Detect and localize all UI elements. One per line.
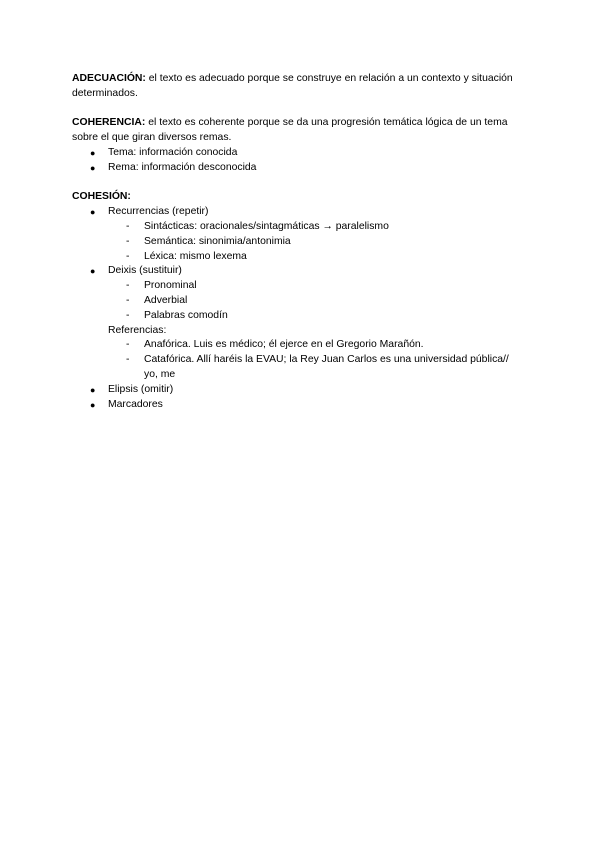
dash-icon: - (126, 250, 130, 262)
coherencia-section (72, 116, 520, 175)
dash-icon: - (126, 235, 130, 247)
coherencia-heading: COHERENCIA: (72, 117, 146, 129)
list-item-text: Recurrencias (repetir) (108, 206, 209, 218)
recurrencias-sublist (72, 220, 520, 264)
coherencia-list (72, 146, 520, 176)
coherencia-text: el texto es coherente porque se da una progresión temática lógica de un tema sobre el que giran diversos remas. (72, 117, 508, 144)
sublist-item-text: Palabras comodín (144, 309, 228, 321)
coherencia-paragraph (72, 116, 520, 146)
list-item (72, 146, 520, 161)
adecuacion-heading: ADECUACIÓN: (72, 73, 146, 84)
sublist-item-text: Sintácticas: oracionales/sintagmáticas → paralelismo (144, 220, 389, 232)
sublist-item (72, 220, 520, 235)
dash-icon: - (126, 220, 130, 232)
list-item-recurrencias (72, 205, 520, 264)
dash-icon: - (126, 339, 130, 351)
list-item-elipsis (72, 383, 520, 398)
sublist-item-text: Anafórica. Luis es médico; él ejerce en el Gregorio Marañón. (144, 339, 424, 351)
adecuacion-paragraph (72, 72, 520, 102)
dash-icon: - (126, 294, 130, 306)
bullet-icon: ● (90, 207, 96, 218)
referencias-label: Referencias: (108, 324, 167, 336)
list-item-text: Deixis (sustituir) (108, 265, 182, 277)
dash-icon: - (126, 309, 130, 321)
sublist-item (72, 309, 520, 324)
sublist-item (72, 294, 520, 309)
cohesion-list (72, 205, 520, 412)
cohesion-heading: COHESIÓN: (72, 191, 131, 203)
bullet-icon: ● (90, 384, 96, 395)
sublist-item (72, 353, 520, 383)
sublist-item-text: Adverbial (144, 294, 188, 306)
sublist-item (72, 279, 520, 294)
document-body (72, 72, 520, 412)
bullet-icon: ● (90, 399, 96, 410)
cohesion-section (72, 190, 520, 412)
sublist-item-text: Semántica: sinonimia/antonimia (144, 235, 291, 247)
list-item (72, 161, 520, 176)
bullet-icon: ● (90, 162, 96, 173)
sublist-item-text: Pronominal (144, 280, 197, 292)
list-item-deixis (72, 264, 520, 382)
adecuacion-text: el texto es adecuado porque se construye en relación a un contexto y situación determinados. (72, 73, 513, 99)
sublist-item (72, 250, 520, 265)
list-item-text: Tema: información conocida (108, 146, 238, 158)
bullet-icon: ● (90, 266, 96, 277)
sublist-item (72, 235, 520, 250)
bullet-icon: ● (90, 147, 96, 158)
referencias-sublist (72, 338, 520, 382)
dash-icon: - (126, 354, 130, 366)
list-item-text: Rema: información desconocida (108, 161, 257, 173)
list-item-marcadores (72, 398, 520, 413)
sublist-item-text: Catafórica. Allí haréis la EVAU; la Rey Juan Carlos es una universidad pública// yo, me (144, 354, 509, 380)
deixis-sublist (72, 279, 520, 323)
sublist-item-text: Léxica: mismo lexema (144, 250, 247, 262)
dash-icon: - (126, 280, 130, 292)
list-item-text: Elipsis (omitir) (108, 383, 174, 395)
sublist-item (72, 338, 520, 353)
list-item-text: Marcadores (108, 398, 163, 410)
